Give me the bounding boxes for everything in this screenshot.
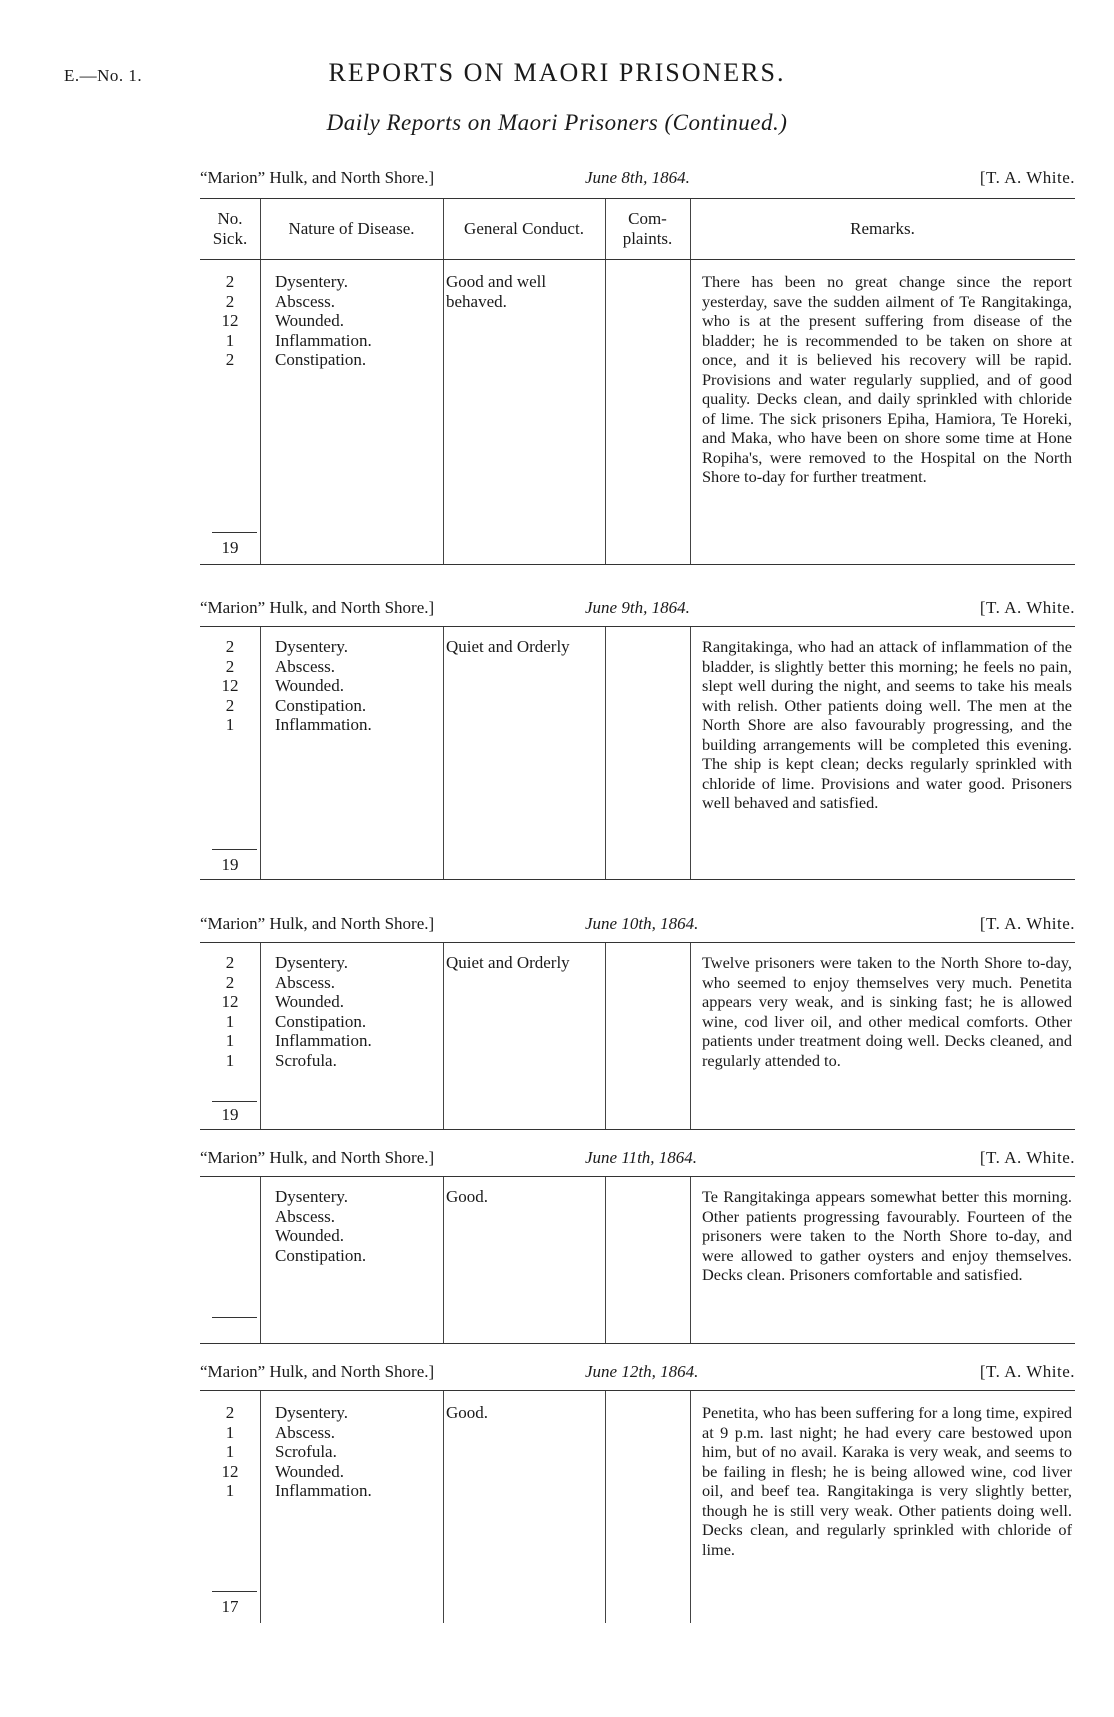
disease-list: Dysentery. Abscess. Wounded. Constipation. Inflammation. Scrofula. xyxy=(275,953,372,1070)
report-date: June 12th, 1864. xyxy=(585,1362,699,1381)
sick-count-list: 2 1 1 12 1 xyxy=(221,1403,239,1500)
sick-total: 19 xyxy=(221,538,239,557)
page-reference: E.—No. 1. xyxy=(64,66,143,85)
sick-count-list: 2 2 12 1 2 xyxy=(221,272,239,369)
report-header xyxy=(200,1362,1075,1386)
report-table xyxy=(200,626,1075,880)
sick-total: 17 xyxy=(221,1597,239,1616)
disease-list: Dysentery. Abscess. Wounded. Constipation. Inflammation. xyxy=(275,637,372,734)
col-remarks: Remarks. xyxy=(850,219,915,238)
report-date: June 10th, 1864. xyxy=(585,914,699,933)
page-subtitle: Daily Reports on Maori Prisoners (Continued.) xyxy=(326,110,788,135)
report-location: “Marion” Hulk, and North Shore.] xyxy=(200,1148,435,1167)
remarks-text: There has been no great change since the report yesterday, save the sudden ailment of Te Rangitakinga, who is at the present suffering from disease of the bladder; he is recommended to be taken on shore at once, and it is believed his recovery will be rapid. Provisions and water regularly supplied, and of good quality. Decks clean, and daily sprinkled with chloride of lime. The sick prisoners Epiha, Hamiora, Te Horeki, and Maka, who have been on shore some time at Hone Ropiha's, were removed to the Hospital on the North Shore to-day for further treatment. xyxy=(702,272,1072,486)
report-header xyxy=(200,914,1075,938)
disease-list: Dysentery. Abscess. Scrofula. Wounded. Inflammation. xyxy=(275,1403,372,1500)
report-june-11 xyxy=(200,1148,1075,1344)
sick-total: 19 xyxy=(221,1105,239,1124)
report-date: June 11th, 1864. xyxy=(585,1148,698,1167)
report-table xyxy=(200,1390,1075,1623)
col-complaints: Com- plaints. xyxy=(622,209,673,248)
remarks-text: Te Rangitakinga appears somewhat better this morning. Other patients progressing favourably. Fourteen of the prisoners were taken to the North Shore to-day, and were allowed to gather oysters and enjoy themselves. Decks clean. Prisoners comfortable and satisfied. xyxy=(702,1187,1072,1284)
report-table xyxy=(200,942,1075,1130)
report-header xyxy=(200,168,1075,192)
disease-list: Dysentery. Abscess. Wounded. Inflammation. Constipation. xyxy=(275,272,372,369)
report-location: “Marion” Hulk, and North Shore.] xyxy=(200,1362,435,1381)
sick-total: 19 xyxy=(221,855,239,874)
sick-count-list: 2 2 12 2 1 xyxy=(221,637,239,734)
report-june-8 xyxy=(200,168,1075,565)
general-conduct: Quiet and Orderly xyxy=(446,953,570,972)
report-date: June 9th, 1864. xyxy=(585,598,690,617)
general-conduct: Good. xyxy=(446,1187,489,1206)
general-conduct: Good and well behaved. xyxy=(446,272,547,311)
report-header xyxy=(200,1148,1075,1172)
col-general-conduct: General Conduct. xyxy=(464,219,584,238)
general-conduct: Quiet and Orderly xyxy=(446,637,570,656)
report-table xyxy=(200,260,1075,565)
report-june-12 xyxy=(200,1362,1075,1623)
column-headings xyxy=(200,198,1075,260)
report-signature: [T. A. White. xyxy=(979,598,1075,617)
remarks-text: Twelve prisoners were taken to the North Shore to-day, who seemed to enjoy themselves very much. Penetita appears very weak, and is sinking fast; he is allowed wine, cod liver oil, and other medical comforts. Other patients under treatment doing well. Decks cleaned, and regularly attended to. xyxy=(702,953,1072,1070)
report-header xyxy=(200,598,1075,622)
report-june-10 xyxy=(200,914,1075,1130)
report-june-9 xyxy=(200,598,1075,880)
col-no-sick: No. Sick. xyxy=(212,209,248,248)
disease-list: Dysentery. Abscess. Wounded. Constipation. xyxy=(275,1187,367,1265)
col-nature-of-disease: Nature of Disease. xyxy=(288,219,415,238)
report-location: “Marion” Hulk, and North Shore.] xyxy=(200,598,435,617)
report-signature: [T. A. White. xyxy=(979,914,1075,933)
report-signature: [T. A. White. xyxy=(979,168,1075,187)
report-date: June 8th, 1864. xyxy=(585,168,690,187)
report-table xyxy=(200,1176,1075,1344)
page-title: REPORTS ON MAORI PRISONERS. xyxy=(328,58,786,87)
report-signature: [T. A. White. xyxy=(979,1362,1075,1381)
remarks-text: Rangitakinga, who had an attack of inflammation of the bladder, is slightly better this morning; he feels no pain, slept well during the night, and seems to take his meals with relish. Other patients doing well. The men at the North Shore are also favourably progressing, and the building arrangements will be completed this evening. The ship is kept clean; decks regularly sprinkled with chloride of lime. Provisions and water good. Prisoners well behaved and satisfied. xyxy=(702,637,1072,812)
report-signature: [T. A. White. xyxy=(979,1148,1075,1167)
general-conduct: Good. xyxy=(446,1403,489,1422)
report-location: “Marion” Hulk, and North Shore.] xyxy=(200,168,435,187)
remarks-text: Penetita, who has been suffering for a long time, expired at 9 p.m. last night; he had every care bestowed upon him, but of no avail. Karaka is very weak, and seems to be failing in flesh; he is being allowed wine, cod liver oil, and beef tea. Rangitakinga is very slightly better, though he is still very weak. Other patients doing well. Decks clean, and regularly sprinkled with chloride of lime. xyxy=(702,1403,1072,1559)
report-location: “Marion” Hulk, and North Shore.] xyxy=(200,914,435,933)
sick-count-list: 2 2 12 1 1 1 xyxy=(221,953,239,1070)
